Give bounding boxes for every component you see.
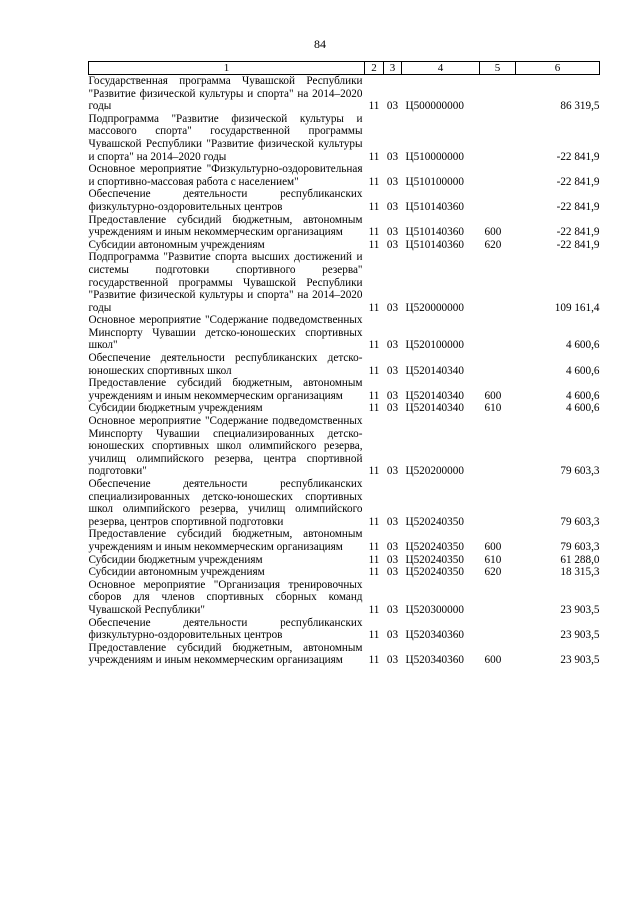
row-name: Предоставление субсидий бюджетным, автономным учреждениям и иным некоммерческим организациям <box>88 213 363 239</box>
table-row <box>89 617 600 642</box>
table-row <box>89 75 600 113</box>
row-subsection: 03 <box>386 603 399 616</box>
table-row <box>89 251 600 314</box>
row-section: 11 <box>368 364 380 377</box>
row-section: 11 <box>368 566 380 579</box>
row-section: 11 <box>368 100 380 113</box>
row-expense-type: 610 <box>484 402 502 415</box>
row-expense-type <box>480 617 516 642</box>
row-target-code: Ц510140360 <box>405 226 464 239</box>
row-target-code: Ц520200000 <box>405 465 464 478</box>
row-target-code: Ц500000000 <box>405 100 464 113</box>
row-target-code: Ц520240350 <box>405 566 464 579</box>
row-sum: 23 903,5 <box>560 603 600 616</box>
row-target-code: Ц510140360 <box>405 200 464 213</box>
table-row <box>89 566 600 579</box>
row-sum: 4 600,6 <box>565 364 600 377</box>
row-name: Субсидии автономным учреждениям <box>88 238 265 251</box>
row-section: 11 <box>368 238 380 251</box>
row-expense-type <box>480 579 516 617</box>
row-name: Государственная программа Чувашской Республики "Развитие физической культуры и спорта" на 2014–2020 годы <box>88 75 363 113</box>
table-row <box>89 163 600 188</box>
row-target-code: Ц510000000 <box>405 150 464 163</box>
row-subsection: 03 <box>386 515 399 528</box>
row-sum: -22 841,9 <box>556 226 600 239</box>
table-row <box>89 402 600 415</box>
row-section: 11 <box>368 389 380 402</box>
row-target-code: Ц520240350 <box>405 553 464 566</box>
row-target-code: Ц520300000 <box>405 603 464 616</box>
row-expense-type <box>480 188 516 213</box>
row-subsection: 03 <box>386 566 399 579</box>
row-section: 11 <box>368 200 380 213</box>
row-target-code: Ц520140340 <box>405 402 464 415</box>
table-row <box>89 377 600 402</box>
table-row <box>89 239 600 252</box>
row-subsection: 03 <box>386 226 399 239</box>
table-row <box>89 314 600 352</box>
row-expense-type <box>480 75 516 113</box>
row-sum: 23 903,5 <box>560 654 600 667</box>
row-target-code: Ц520240350 <box>405 515 464 528</box>
header-col-1: 1 <box>89 62 365 75</box>
row-expense-type: 600 <box>484 540 502 553</box>
row-name: Предоставление субсидий бюджетным, автономным учреждениям и иным некоммерческим организациям <box>88 377 363 402</box>
budget-table <box>88 61 600 667</box>
row-expense-type: 600 <box>484 654 502 667</box>
row-expense-type <box>480 163 516 188</box>
header-col-5: 5 <box>480 62 516 75</box>
row-sum: -22 841,9 <box>556 150 600 163</box>
row-expense-type: 600 <box>484 389 502 402</box>
row-name: Обеспечение деятельности республиканских физкультурно-оздоровительных центров <box>88 188 363 213</box>
row-subsection: 03 <box>386 238 399 251</box>
row-expense-type <box>480 478 516 528</box>
row-sum: 23 903,5 <box>560 629 600 642</box>
row-subsection: 03 <box>386 553 399 566</box>
row-section: 11 <box>368 175 380 188</box>
row-expense-type: 600 <box>484 226 502 239</box>
row-sum: -22 841,9 <box>556 175 600 188</box>
row-name: Предоставление субсидий бюджетным, автономным учреждениям и иным некоммерческим организациям <box>88 641 363 667</box>
table-row <box>89 352 600 377</box>
table-header <box>89 62 600 75</box>
row-expense-type <box>480 314 516 352</box>
row-section: 11 <box>368 540 380 553</box>
table-row <box>89 579 600 617</box>
row-section: 11 <box>368 301 380 314</box>
row-expense-type <box>480 251 516 314</box>
row-sum: 86 319,5 <box>560 100 600 113</box>
row-name: Обеспечение деятельности республиканских физкультурно-оздоровительных центров <box>88 616 363 642</box>
row-subsection: 03 <box>386 175 399 188</box>
row-target-code: Ц520140340 <box>405 364 464 377</box>
row-name: Обеспечение деятельности республиканских детско-юношеских спортивных школ <box>88 352 363 377</box>
row-expense-type: 610 <box>484 553 502 566</box>
row-target-code: Ц510140360 <box>405 238 464 251</box>
header-col-2: 2 <box>365 62 384 75</box>
row-name: Субсидии бюджетным учреждениям <box>88 402 263 415</box>
row-name: Основное мероприятие "Содержание подведомственных Минспорту Чувашии детско-юношеских спортивных школ" <box>88 314 363 352</box>
row-expense-type <box>480 113 516 163</box>
header-col-3: 3 <box>384 62 402 75</box>
row-sum: -22 841,9 <box>556 238 600 251</box>
row-name: Обеспечение деятельности республиканских специализированных детско-юношеских спортивных школ олимпийского резерва, училищ олимпийского резерва, центров спортивной подготовки <box>88 478 363 528</box>
header-col-4: 4 <box>402 62 480 75</box>
row-target-code: Ц520100000 <box>405 339 464 352</box>
row-expense-type: 620 <box>484 238 502 251</box>
row-target-code: Ц520000000 <box>405 301 464 314</box>
row-subsection: 03 <box>386 100 399 113</box>
row-subsection: 03 <box>386 389 399 402</box>
row-section: 11 <box>368 515 380 528</box>
row-sum: 109 161,4 <box>554 301 600 314</box>
row-subsection: 03 <box>386 364 399 377</box>
row-subsection: 03 <box>386 465 399 478</box>
row-sum: 79 603,3 <box>560 540 600 553</box>
row-section: 11 <box>368 226 380 239</box>
row-name: Основное мероприятие "Содержание подведомственных Минспорту Чувашии специализированных детско-юношеских спортивных школ олимпийского резерва, училищ олимпийского резерва, центра спортивной подготовки" <box>88 415 363 478</box>
row-name: Предоставление субсидий бюджетным, автономным учреждениям и иным некоммерческим организациям <box>88 528 363 553</box>
row-section: 11 <box>368 553 380 566</box>
row-target-code: Ц520340360 <box>405 629 464 642</box>
row-section: 11 <box>368 603 380 616</box>
row-sum: 18 315,3 <box>560 566 600 579</box>
row-name: Субсидии автономным учреждениям <box>88 566 265 579</box>
row-subsection: 03 <box>386 629 399 642</box>
page-number: 84 <box>314 37 326 51</box>
row-name: Основное мероприятие "Физкультурно-оздоровительная и спортивно-массовая работа с населением" <box>88 163 363 188</box>
row-name: Основное мероприятие "Организация тренировочных сборов для членов спортивных сборных команд Чувашской Республики" <box>88 578 363 616</box>
row-name: Субсидии бюджетным учреждениям <box>88 553 263 566</box>
row-expense-type <box>480 415 516 478</box>
table-row <box>89 642 600 667</box>
row-name: Подпрограмма "Развитие спорта высших достижений и системы подготовки спортивного резерва" государственной программы Чувашской Республики "Развитие физической культуры и спорта" на 2014–2020 годы <box>88 251 363 314</box>
row-sum: -22 841,9 <box>556 200 600 213</box>
table-row <box>89 113 600 163</box>
row-subsection: 03 <box>386 540 399 553</box>
row-target-code: Ц520140340 <box>405 389 464 402</box>
table-body <box>89 75 600 667</box>
row-sum: 61 288,0 <box>560 553 600 566</box>
row-target-code: Ц520340360 <box>405 654 464 667</box>
row-name: Подпрограмма "Развитие физической культуры и массового спорта" государственной программы Чувашской Республики "Развитие физической культуры и спорта" на 2014–2020 годы <box>88 112 363 163</box>
row-subsection: 03 <box>386 301 399 314</box>
row-subsection: 03 <box>386 150 399 163</box>
row-sum: 79 603,3 <box>560 515 600 528</box>
row-subsection: 03 <box>386 402 399 415</box>
table-row <box>89 415 600 478</box>
row-expense-type <box>480 352 516 377</box>
table-row <box>89 528 600 553</box>
header-col-6: 6 <box>516 62 600 75</box>
row-section: 11 <box>368 150 380 163</box>
row-section: 11 <box>368 339 380 352</box>
row-sum: 4 600,6 <box>565 339 600 352</box>
row-section: 11 <box>368 629 380 642</box>
table-row <box>89 214 600 239</box>
row-section: 11 <box>368 465 380 478</box>
row-target-code: Ц520240350 <box>405 540 464 553</box>
row-sum: 4 600,6 <box>565 389 600 402</box>
row-section: 11 <box>368 654 380 667</box>
row-expense-type: 620 <box>484 566 502 579</box>
row-sum: 4 600,6 <box>565 402 600 415</box>
table-row <box>89 188 600 213</box>
row-subsection: 03 <box>386 200 399 213</box>
table-row <box>89 554 600 567</box>
row-sum: 79 603,3 <box>560 465 600 478</box>
row-subsection: 03 <box>386 339 399 352</box>
row-subsection: 03 <box>386 654 399 667</box>
row-section: 11 <box>368 402 380 415</box>
row-target-code: Ц510100000 <box>405 175 464 188</box>
table-row <box>89 478 600 528</box>
